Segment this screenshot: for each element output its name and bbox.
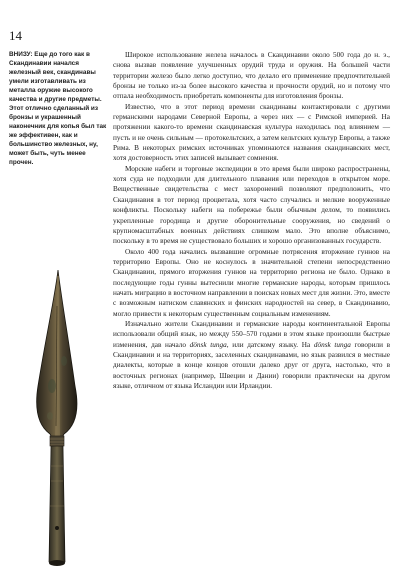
paragraph: Около 400 года начались вызвавшие огромные потрясения вторжение гуннов на территорию Европы. Оно не коснулось в значительной степени непосредственно Скандинавии, прямого вторжения гуннов на территорию региона не было. Однако в последующие годы гунны вытеснили многие германские народы, которым пришлось начать миграцию в восточном направлении в поисках новых мест для жизни. Это, вместе с возможным натиском славянских и финских народностей на север, в Скандинавию, могло привести к некоторым существенным социальным изменениям. — [113, 247, 390, 318]
text-run: говорили в Скандинавии и на территориях, заселенных скандинавами, но язык развился в местные диалекты, которые в конце концов отошли далеко друг от друга, настолько, что в восточных регионах (например, Швеции и Дании) говорили практически на другом языке, отличном от языка Исландии или Ирландии. — [113, 340, 391, 390]
italic-term: dönsk tunga — [313, 340, 351, 349]
image-caption: ВНИЗУ: Еще до того как в Скандинавии начался железный век, скандинавы умели изготавливать из металла оружие высокого качества и другие предметы. Этот отлично сделанный из бронзы и украшенный наконечник для копья был так же эффективен, как и большинство железных, ну, может быть, чуть менее прочен. — [9, 51, 107, 166]
italic-term: dönsk tunga — [189, 340, 227, 349]
paragraph: Известно, что в этот период времени скандинавы контактировали с другими германскими народами Северной Европы, а через них — с Римской империей. На протяжении какого-то времени скандинавская культура находилась под влиянием — пусть и не очень сильным — протокельтских, а затем кельтских культур Европы, а также Рима. В некоторых римских источниках упоминаются названия скандинавских мест, хотя достоверность этих записей вызывает сомнения. — [113, 102, 390, 163]
paragraph: Широкое использование железа началось в Скандинавии около 500 года до н. э., снова вызвав появление улучшенных орудий труда и оружия. На большей части территории железо было легко доступно, что делало его применение предпочтительней бронзы не только из-за более высокого качества и прочности орудий, но и потому что отпала необходимость приобретать компоненты для изготовления бронзы. — [113, 51, 390, 101]
main-text — [113, 50, 390, 391]
paragraph: Морские набеги и торговые экспедиции в это время были широко распространены, хотя суда не подходили для длительного плавания или переходов в открытом море. Вещественные свидетельства с мест захоронений позволяют предположить, что Скандинавия в тот период процветала, хотя часто случались и мелкие вооруженные конфликты. Поскольку набеги на побережье были обычным делом, то появились укрепленные городища и другие оборонительные сооружения, но сведений о крупномасштабных военных действиях слишком мало. Это вполне объяснимо, поскольку в то время не существовало больших и хорошо организованных государств. — [113, 164, 390, 246]
bronze-spearhead-image — [8, 266, 104, 572]
paragraph — [113, 319, 390, 391]
text-run: Изначально жители Скандинавии и германские народы континентальной Европы использовали общий язык, но между 550–570 годами в этом языке произошли быстрые изменения, дав начало — [113, 319, 390, 349]
page-number: 14 — [9, 28, 22, 43]
text-run: , или датскому языку. На — [226, 340, 314, 349]
